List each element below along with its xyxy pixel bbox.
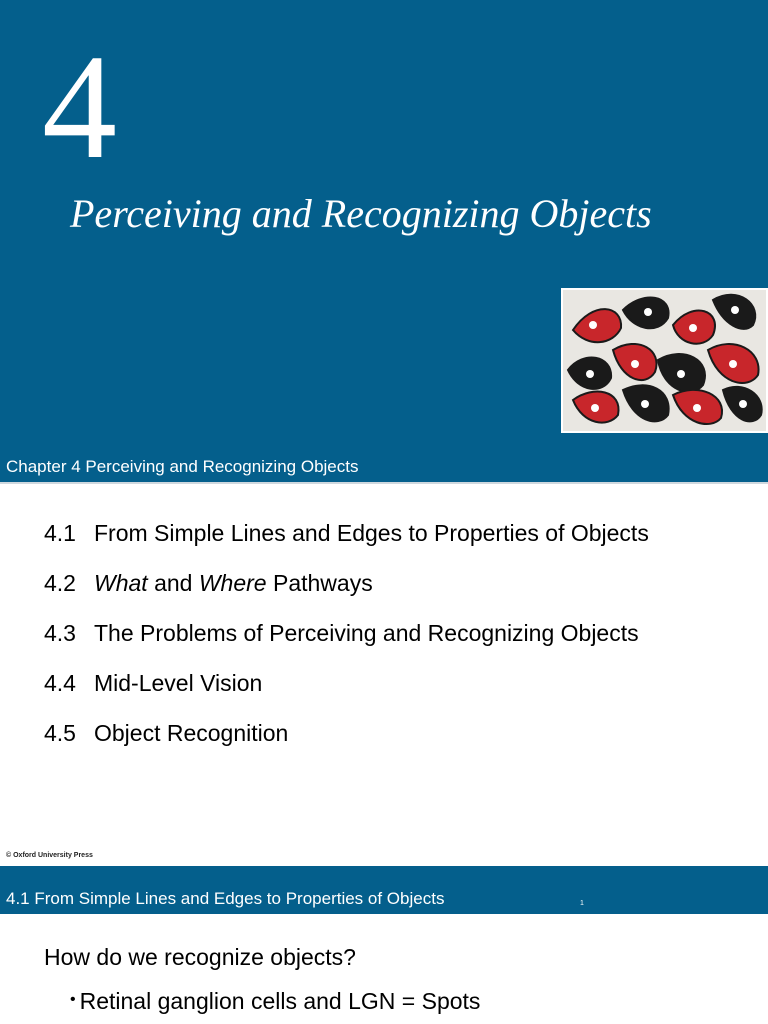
outline-item-4-5: [44, 708, 649, 758]
outline-number: 4.5: [44, 720, 76, 746]
chapter-title-panel: [0, 0, 768, 482]
outline-item-4-3: [44, 608, 649, 658]
outline-text-and: and: [147, 570, 199, 596]
chapter-bar-label: Chapter 4 Perceiving and Recognizing Objects: [6, 457, 359, 476]
outline-text: From Simple Lines and Edges to Properties of Objects: [94, 520, 649, 546]
page-number: 1: [580, 900, 584, 907]
outline-item-4-4: [44, 658, 649, 708]
bullet-dot-icon: •: [70, 991, 76, 1008]
bullet-text: Retinal ganglion cells and LGN = Spots: [79, 988, 481, 1014]
outline-number: 4.2: [44, 570, 76, 596]
outline-italic-what: What: [94, 570, 148, 596]
header-divider: [0, 482, 768, 484]
slide2-title: 4.1 From Simple Lines and Edges to Properties of Objects: [6, 889, 445, 908]
outline-item-4-2: [44, 558, 649, 608]
outline-item-4-1: [44, 508, 649, 558]
outline-text: Object Recognition: [94, 720, 289, 746]
slide2-bullet: [70, 988, 480, 1015]
northwest-coast-artwork-image: [561, 288, 768, 433]
orca-artwork-illustration: [563, 290, 766, 431]
outline-number: 4.3: [44, 620, 76, 646]
chapter-number: 4: [42, 24, 117, 190]
slide2-question: How do we recognize objects?: [44, 944, 356, 970]
chapter-outline-list: [44, 508, 649, 758]
outline-text: The Problems of Perceiving and Recognizing Objects: [94, 620, 639, 646]
outline-number: 4.1: [44, 520, 76, 546]
outline-text-pathways: Pathways: [266, 570, 373, 596]
chapter-title: Perceiving and Recognizing Objects: [70, 191, 652, 236]
outline-number: 4.4: [44, 670, 76, 696]
outline-italic-where: Where: [198, 570, 267, 596]
copyright-notice: © Oxford University Press: [6, 852, 93, 859]
outline-text: Mid-Level Vision: [94, 670, 263, 696]
